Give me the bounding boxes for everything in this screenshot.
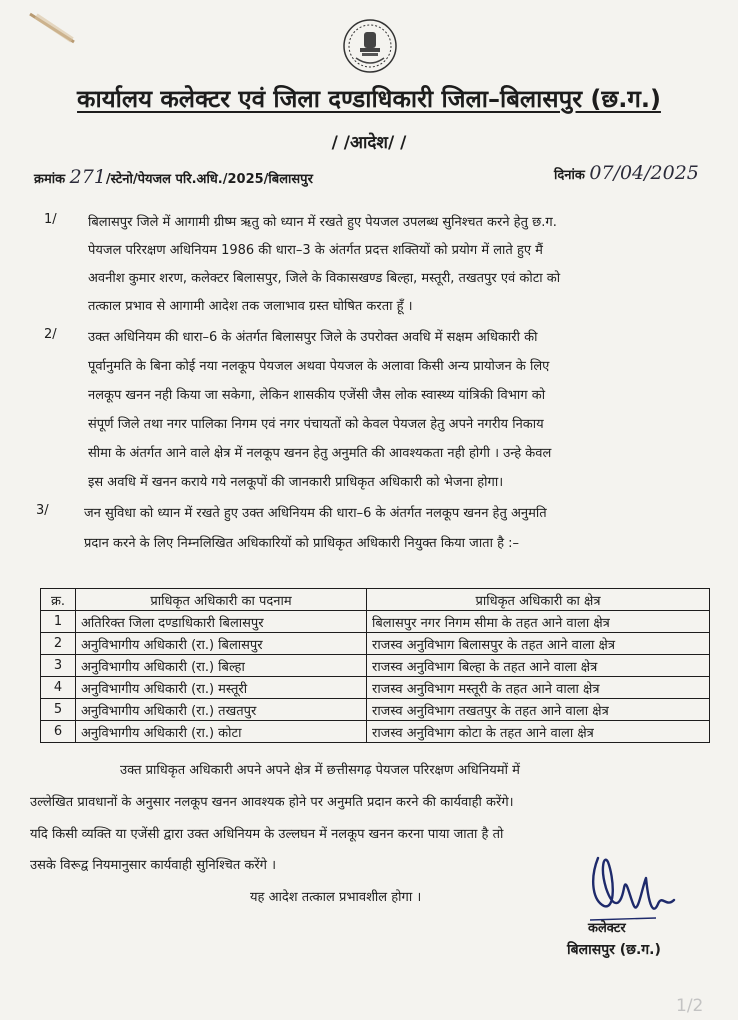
closing-line: उक्त प्राधिकृत अधिकारी अपने अपने क्षेत्र में छत्तीसगढ़ पेयजल परिरक्षण अधिनियमों में: [120, 763, 520, 778]
cell-serial: 5: [41, 699, 76, 721]
paragraph-number: 1/: [44, 212, 57, 227]
paragraph-line: इस अवधि में खनन कराये गये नलकूपों की जानकारी प्राधिकृत अधिकारी को भेजना होगा।: [88, 475, 504, 490]
cell-serial: 4: [41, 677, 76, 699]
closing-line: यदि किसी व्यक्ति या एजेंसी द्वारा उक्त अधिनियम के उल्लघन में नलकूप खनन करना पाया जाता है तो: [30, 827, 504, 842]
date-handwritten: 07/04/2025: [589, 162, 699, 184]
paragraph-line: अवनीश कुमार शरण, कलेक्टर बिलासपुर, जिले के विकासखण्ड बिल्हा, मस्तूरी, तखतपुर एवं कोटा को: [88, 271, 561, 286]
cell-designation: अनुविभागीय अधिकारी (रा.) मस्तूरी: [76, 677, 367, 699]
table-row: [41, 611, 710, 633]
cell-designation: अनुविभागीय अधिकारी (रा.) बिलासपुर: [76, 633, 367, 655]
ref-prefix: क्रमांक: [34, 172, 66, 187]
order-date: [554, 162, 699, 184]
paragraph-line: सीमा के अंतर्गत आने वाले क्षेत्र में नलकूप खनन हेतु अनुमति की आवश्यकता नही होगी । उन्हे केवल: [88, 446, 552, 461]
table-header-row: [41, 589, 710, 611]
column-header-designation: प्राधिकृत अधिकारी का पदनाम: [76, 589, 367, 611]
signatory-title: कलेक्टर: [588, 921, 626, 936]
cell-area: बिलासपुर नगर निगम सीमा के तहत आने वाला क्षेत्र: [367, 611, 710, 633]
paragraph-line: उक्त अधिनियम की धारा–6 के अंतर्गत बिलासपुर जिले के उपरोक्त अवधि में सक्षम अधिकारी की: [88, 330, 538, 345]
date-label: दिनांक: [554, 168, 585, 183]
paragraph-line: पेयजल परिरक्षण अधिनियम 1986 की धारा–3 के अंतर्गत प्रदत्त शक्तियों को प्रयोग में लाते हुए मैं: [88, 243, 543, 258]
cell-serial: 6: [41, 721, 76, 743]
authorized-officers-table: [40, 588, 710, 743]
paragraph-number: 2/: [44, 327, 57, 342]
paragraph-line: बिलासपुर जिले में आगामी ग्रीष्म ऋतु को ध्यान में रखते हुए पेयजल उपलब्ध सुनिश्चत करने हेतु छ.ग.: [88, 215, 557, 230]
column-header-area: प्राधिकृत अधिकारी का क्षेत्र: [367, 589, 710, 611]
reference-number: [34, 166, 313, 188]
cell-serial: 3: [41, 655, 76, 677]
effective-note: यह आदेश तत्काल प्रभावशील होगा ।: [250, 890, 422, 905]
pin-icon: [26, 8, 80, 48]
cell-serial: 2: [41, 633, 76, 655]
cell-area: राजस्व अनुविभाग बिलासपुर के तहत आने वाला क्षेत्र: [367, 633, 710, 655]
table-row: [41, 699, 710, 721]
cell-designation: अनुविभागीय अधिकारी (रा.) बिल्हा: [76, 655, 367, 677]
cell-designation: अनुविभागीय अधिकारी (रा.) कोटा: [76, 721, 367, 743]
cell-designation: अतिरिक्त जिला दण्डाधिकारी बिलासपुर: [76, 611, 367, 633]
paragraph-line: नलकूप खनन नही किया जा सकेगा, लेकिन शासकीय एजेंसी जैस लोक स्वास्थ्य यांत्रिकी विभाग को: [88, 388, 546, 403]
cell-area: राजस्व अनुविभाग कोटा के तहत आने वाला क्षेत्र: [367, 721, 710, 743]
column-header-serial: क्र.: [41, 589, 76, 611]
cell-area: राजस्व अनुविभाग बिल्हा के तहत आने वाला क्षेत्र: [367, 655, 710, 677]
paragraph-line: तत्काल प्रभाव से आगामी आदेश तक जलाभाव ग्रस्त घोषित करता हूँ ।: [88, 299, 413, 314]
cell-designation: अनुविभागीय अधिकारी (रा.) तखतपुर: [76, 699, 367, 721]
paragraph-line: प्रदान करने के लिए निम्नलिखित अधिकारियों को प्राधिकृत अधिकारी नियुक्त किया जाता है :–: [84, 536, 520, 551]
table-row: [41, 655, 710, 677]
table-row: [41, 633, 710, 655]
signature-mark: [584, 848, 684, 926]
paragraph-line: जन सुविधा को ध्यान में रखते हुए उक्त अधिनियम की धारा–6 के अंतर्गत नलकूप खनन हेतु अनुमति: [84, 506, 547, 521]
page-indicator: 1/2: [676, 996, 704, 1016]
office-title: कार्यालय कलेक्टर एवं जिला दण्डाधिकारी जिला–बिलासपुर (छ.ग.): [77, 85, 661, 113]
cell-area: राजस्व अनुविभाग तखतपुर के तहत आने वाला क्षेत्र: [367, 699, 710, 721]
closing-line: उल्लेखित प्रावधानों के अनुसार नलकूप खनन आवश्यक होने पर अनुमति प्रदान करने की कार्यवाही करेंगे।: [30, 795, 514, 810]
closing-line: उसके विरूद्व नियमानुसार कार्यवाही सुनिश्चित करेंगे ।: [30, 858, 277, 873]
ref-suffix: /स्टेनो/पेयजल परि.अधि./2025/बिलासपुर: [105, 172, 313, 187]
order-heading: / /आदेश/ /: [331, 133, 407, 153]
signatory-place: बिलासपुर (छ.ग.): [567, 942, 661, 958]
cell-area: राजस्व अनुविभाग मस्तूरी के तहत आने वाला क्षेत्र: [367, 677, 710, 699]
cell-serial: 1: [41, 611, 76, 633]
paragraph-line: पूर्वानुमति के बिना कोई नया नलकूप पेयजल अथवा पेयजल के अलावा किसी अन्य प्रायोजन के लिए: [88, 359, 550, 374]
table-row: [41, 677, 710, 699]
ref-handwritten-number: 271: [69, 166, 106, 188]
paragraph-number: 3/: [36, 503, 49, 518]
paragraph-line: संपूर्ण जिले तथा नगर पालिका निगम एवं नगर पंचायतों को केवल पेयजल हेतु अपने नगरीय निकाय: [88, 417, 544, 432]
emblem-icon: [342, 18, 398, 74]
table-row: [41, 721, 710, 743]
